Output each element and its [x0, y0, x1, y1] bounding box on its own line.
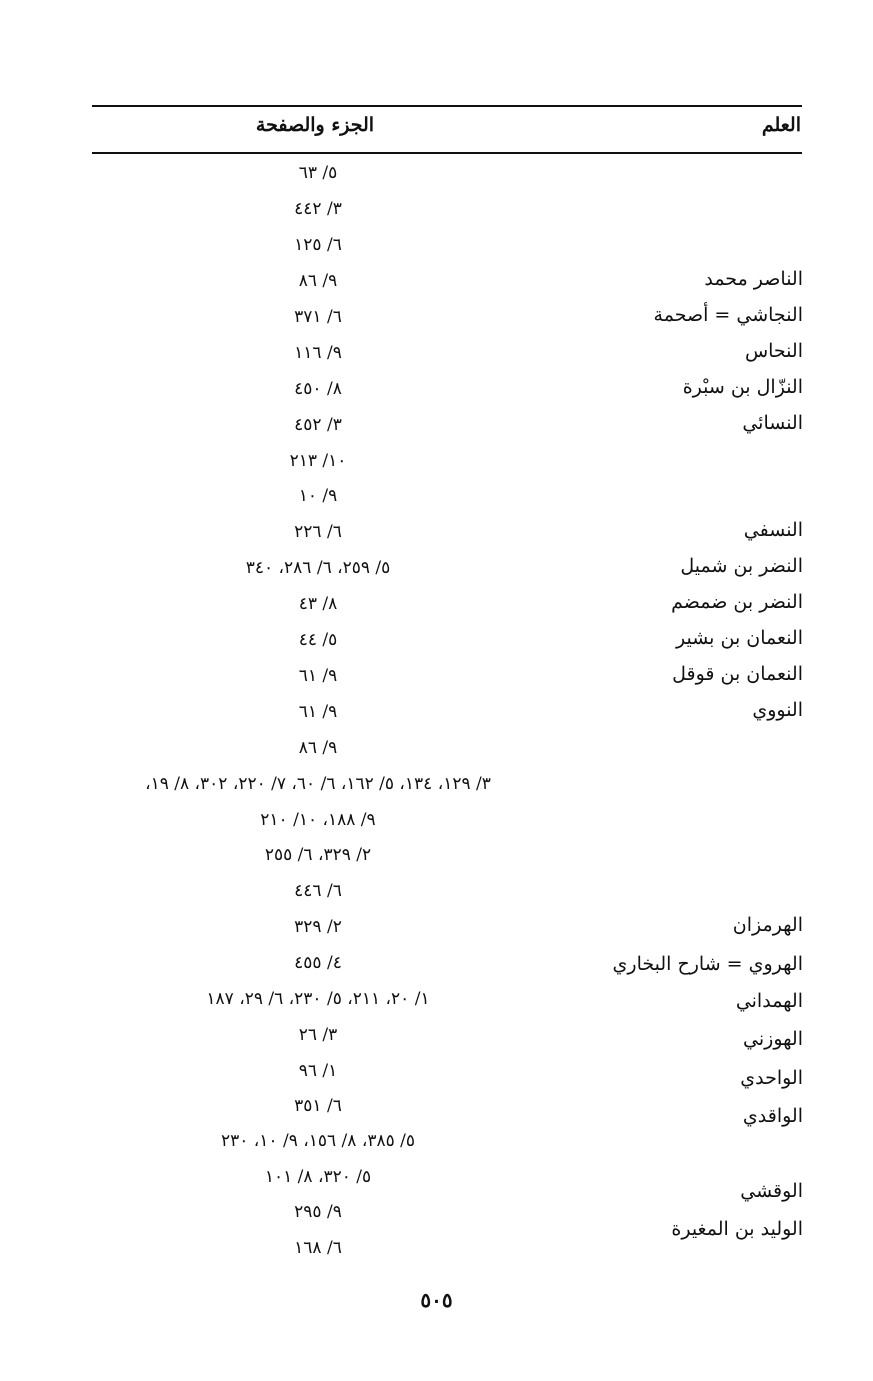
reference-entry: ٦/ ٣٥١	[294, 1096, 342, 1116]
reference-entry: ٣/ ٤٤٢	[294, 199, 342, 219]
name-entry: النضر بن شميل	[680, 555, 803, 577]
reference-entry: ٦/ ٢٢٦	[294, 522, 342, 542]
reference-entry: ٩/ ١١٦	[294, 343, 342, 363]
name-entry: الواحدي	[740, 1067, 803, 1089]
reference-entry: ٣/ ١٢٩، ١٣٤، ٥/ ١٦٢، ٦/ ٦٠، ٧/ ٢٢٠، ٣٠٢، ٨/ ١٩،	[145, 774, 491, 794]
reference-entry: ٣/ ٢٦	[298, 1025, 338, 1045]
page-number: ٥٠٥	[420, 1288, 453, 1312]
name-column-header: العلم	[761, 114, 801, 136]
reference-entry: ٥/ ٣٢٠، ٨/ ١٠١	[264, 1167, 372, 1187]
header-top-rule	[92, 105, 802, 107]
name-entry: النووي	[752, 699, 803, 721]
reference-entry: ٦/ ١٢٥	[294, 235, 342, 255]
name-entry: الهمداني	[735, 990, 803, 1012]
name-entry: النجاشي = أصحمة	[653, 304, 803, 326]
reference-entry: ٤/ ٤٥٥	[294, 953, 342, 973]
name-entry: الهرمزان	[732, 914, 803, 936]
name-entry: النسفي	[743, 519, 803, 541]
name-entry: الوليد بن المغيرة	[671, 1218, 803, 1240]
reference-entry: ٦/ ٣٧١	[294, 307, 342, 327]
reference-entry: ٨/ ٤٣	[298, 594, 338, 614]
reference-entry: ١/ ٩٦	[298, 1061, 338, 1081]
reference-entry: ٩/ ٦١	[298, 666, 338, 686]
reference-entry: ٥/ ٦٣	[298, 163, 338, 183]
reference-entry: ١٠/ ٢١٣	[289, 451, 347, 471]
reference-entry: ٥/ ٢٥٩، ٦/ ٢٨٦، ٣٤٠	[245, 558, 391, 578]
name-entry: النزّال بن سبْرة	[682, 376, 803, 398]
name-entry: النحاس	[744, 340, 803, 362]
name-entry: الهوزني	[743, 1028, 803, 1050]
reference-entry: ٩/ ١٠	[298, 486, 338, 506]
name-entry: النضر بن ضمضم	[671, 591, 803, 613]
reference-entry: ٦/ ١٦٨	[294, 1238, 342, 1258]
reference-entry: ٦/ ٤٤٦	[294, 881, 342, 901]
name-entry: الناصر محمد	[704, 268, 803, 290]
reference-entry: ١/ ٢٠، ٢١١، ٥/ ٢٣٠، ٦/ ٢٩، ١٨٧	[206, 989, 430, 1009]
reference-entry: ٩/ ١٨٨، ١٠/ ٢١٠	[260, 810, 376, 830]
reference-column-header: الجزء والصفحة	[255, 114, 375, 136]
reference-entry: ٩/ ٨٦	[298, 271, 338, 291]
name-entry: النعمان بن قوقل	[672, 663, 803, 685]
name-entry: الواقدي	[742, 1105, 803, 1127]
reference-entry: ٢/ ٣٢٩، ٦/ ٢٥٥	[264, 845, 372, 865]
name-entry: النسائي	[742, 412, 803, 434]
reference-entry: ٣/ ٤٥٢	[294, 415, 342, 435]
reference-entry: ٨/ ٤٥٠	[294, 379, 342, 399]
reference-entry: ٢/ ٣٢٩	[294, 917, 342, 937]
name-entry: الوقشي	[740, 1180, 803, 1202]
reference-entry: ٩/ ٨٦	[298, 738, 338, 758]
reference-entry: ٩/ ٢٩٥	[294, 1202, 342, 1222]
reference-entry: ٩/ ٦١	[298, 702, 338, 722]
name-entry: النعمان بن بشير	[676, 627, 803, 649]
reference-entry: ٥/ ٣٨٥، ٨/ ١٥٦، ٩/ ١٠، ٢٣٠	[221, 1131, 415, 1151]
reference-entry: ٥/ ٤٤	[298, 630, 338, 650]
name-entry: الهروي = شارح البخاري	[612, 953, 803, 975]
header-bottom-rule	[92, 152, 802, 154]
